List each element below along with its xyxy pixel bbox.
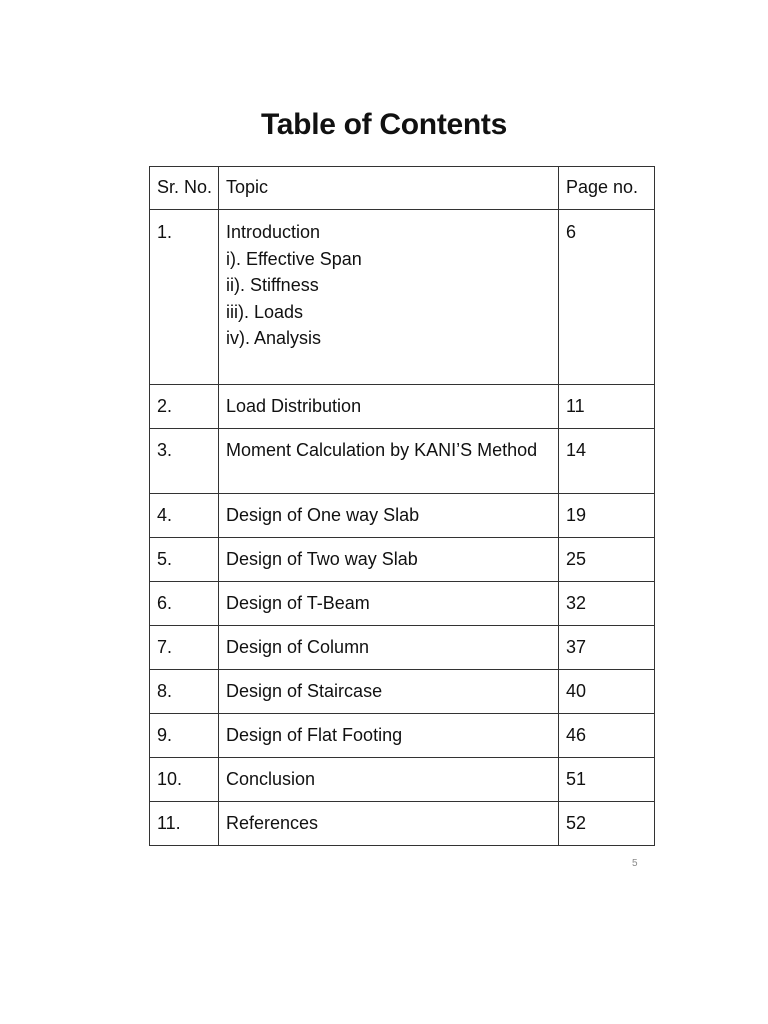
row-sr: 2. (150, 385, 219, 429)
row-page: 46 (559, 714, 655, 758)
table-row (150, 714, 655, 758)
table-row (150, 626, 655, 670)
row-page: 25 (559, 538, 655, 582)
header-topic: Topic (219, 167, 559, 210)
table-row (150, 758, 655, 802)
row-sr: 8. (150, 670, 219, 714)
table-row (150, 670, 655, 714)
header-sr-no: Sr. No. (150, 167, 219, 210)
row-topic: Conclusion (219, 758, 559, 802)
row-topic: Load Distribution (219, 385, 559, 429)
table-row (150, 582, 655, 626)
row-topic: Design of T-Beam (219, 582, 559, 626)
subtopic: i). Effective Span (226, 248, 362, 269)
row-topic (219, 210, 559, 385)
table-row (150, 538, 655, 582)
subtopic: ii). Stiffness (226, 275, 319, 295)
table-row (150, 494, 655, 538)
row-sr: 1. (150, 210, 219, 385)
row-sr: 6. (150, 582, 219, 626)
row-sr: 10. (150, 758, 219, 802)
row-page: 52 (559, 802, 655, 846)
row-page: 37 (559, 626, 655, 670)
row-topic: Design of Staircase (219, 670, 559, 714)
row-page: 40 (559, 670, 655, 714)
table-row (150, 802, 655, 846)
row-topic: Design of Two way Slab (219, 538, 559, 582)
table-row (150, 385, 655, 429)
table-row (150, 210, 655, 385)
page-number: 5 (632, 858, 638, 869)
row-sr: 5. (150, 538, 219, 582)
row-sr: 9. (150, 714, 219, 758)
row-topic: Design of One way Slab (219, 494, 559, 538)
row-sr: 4. (150, 494, 219, 538)
header-page-no: Page no. (559, 167, 655, 210)
table-header-row (150, 167, 655, 210)
row-sr: 7. (150, 626, 219, 670)
table-row (150, 429, 655, 494)
row-sr: 3. (150, 429, 219, 494)
topic-title: Introduction (226, 222, 321, 242)
row-topic: Moment Calculation by KANI’S Method (219, 429, 559, 494)
row-topic: Design of Column (219, 626, 559, 670)
subtopic: iv). Analysis (226, 328, 322, 348)
row-topic: Design of Flat Footing (219, 714, 559, 758)
row-page: 14 (559, 429, 655, 494)
row-page: 51 (559, 758, 655, 802)
row-topic: References (219, 802, 559, 846)
row-page: 6 (559, 210, 655, 385)
page-title: Table of Contents (260, 108, 507, 141)
contents-table (149, 166, 655, 846)
row-page: 19 (559, 494, 655, 538)
row-page: 32 (559, 582, 655, 626)
row-page: 11 (559, 385, 655, 429)
subtopic: iii). Loads (226, 301, 304, 322)
row-sr: 11. (150, 802, 219, 846)
